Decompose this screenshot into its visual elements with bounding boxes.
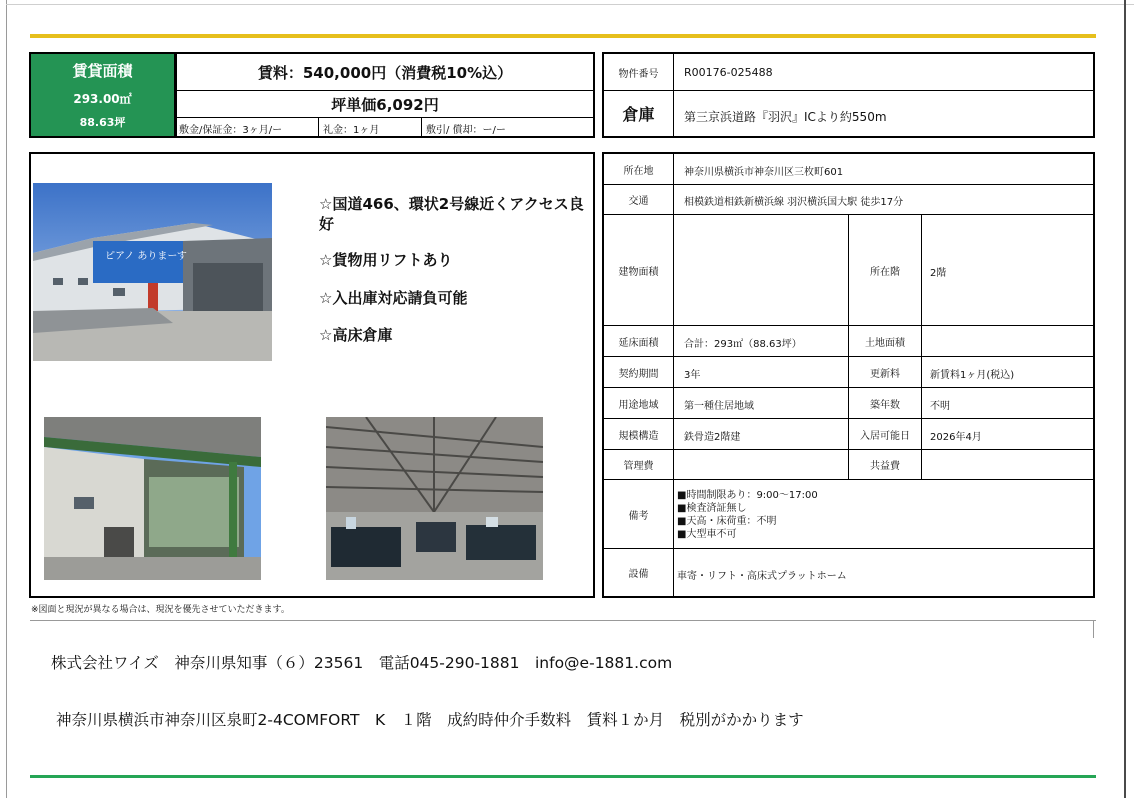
rent-price: 賃料：540,000円（消費税10%込） (257, 63, 513, 82)
zoning-label: 用途地域 (618, 399, 659, 411)
structure-label: 規模構造 (618, 430, 659, 442)
zoning-value: 第一種住居地域 (684, 401, 754, 412)
contract-label: 契約期間 (618, 368, 659, 380)
top-accent-bar (30, 34, 1096, 38)
area-tsubo: 88.63坪 (79, 116, 126, 129)
built-value: 不明 (930, 401, 950, 412)
contract-value: 3年 (684, 370, 701, 381)
building-area-value (684, 264, 844, 278)
footnote: ※図面と現況が異なる場合は、現況を優先させていただきます。 (31, 605, 290, 615)
move-in-label: 入居可能日 (860, 430, 910, 442)
management-label: 管理費 (623, 461, 654, 472)
loading-area-photo (44, 417, 261, 580)
company-line-2: 神奈川県横浜市神奈川区泉町2-4COMFORT K １階 成約時仲介手数料 賃料１か月 税別がかかります (56, 711, 804, 729)
area-title: 賃貸面積 (72, 61, 133, 80)
footnote-divider-corner (1093, 620, 1094, 638)
svg-text:ピアノ ありまーす: ピアノ ありまーす (105, 251, 187, 262)
deposit: 敷金/保証金：3ヶ月/ー (179, 125, 283, 136)
key-money: 礼金：1ヶ月 (323, 125, 380, 136)
remarks-line-2: ■検査済証無し (677, 503, 747, 514)
feature-2: ☆貨物用リフトあり (319, 251, 453, 269)
remarks-label: 備考 (628, 510, 649, 522)
property-id-box (602, 52, 1095, 138)
access-note: 第三京浜道路『羽沢』ICより約550m (684, 110, 887, 124)
floor-value: 2階 (930, 268, 947, 279)
property-no-label: 物件番号 (618, 68, 659, 80)
transport-value: 相模鉄道相鉄新横浜線 羽沢横浜国大駅 徒歩17分 (684, 197, 904, 208)
depreciation: 敷引/ 償却：ー/ー (426, 125, 506, 136)
exterior-photo (33, 183, 272, 361)
feature-4: ☆高床倉庫 (319, 326, 393, 344)
remarks-line-1: ■時間制限あり：9:00～17:00 (677, 490, 818, 501)
area-sqm: 293.00㎡ (73, 91, 132, 106)
property-info-table (602, 152, 1095, 598)
total-floor-label: 延床面積 (618, 337, 659, 349)
management-value (684, 458, 844, 472)
structure-value: 鉄骨造2階建 (684, 432, 741, 443)
remarks-line-4: ■大型車不可 (677, 529, 737, 540)
bottom-accent-bar (30, 775, 1096, 778)
building-area-label: 建物面積 (618, 266, 659, 278)
property-type: 倉庫 (622, 105, 655, 124)
company-line-1: 株式会社ワイズ 神奈川県知事（６）23561 電話045-290-1881 info@e-1881.com (51, 654, 673, 672)
location-label: 所在地 (623, 165, 654, 177)
common-label: 共益費 (870, 461, 900, 472)
renewal-value: 新賃料1ヶ月(税込) (930, 370, 1015, 381)
built-label: 築年数 (870, 399, 900, 411)
interior-photo (326, 417, 543, 580)
remarks-line-3: ■天高・床荷重：不明 (677, 516, 777, 527)
area-box (29, 52, 176, 138)
footnote-divider (30, 620, 1096, 621)
property-no: R00176-025488 (684, 66, 773, 79)
feature-3: ☆入出庫対応請負可能 (319, 289, 468, 307)
renewal-label: 更新料 (870, 368, 900, 380)
rent-box (175, 52, 595, 138)
equipment-label: 設備 (628, 569, 649, 580)
land-area-value (930, 335, 1090, 349)
land-area-label: 土地面積 (865, 337, 905, 349)
location-value: 神奈川県横浜市神奈川区三枚町601 (684, 167, 844, 178)
total-floor-value: 合計：293㎡（88.63坪） (684, 339, 802, 350)
move-in-value: 2026年4月 (930, 432, 982, 443)
feature-1: ☆国道466、環状2号線近くアクセス良好 (319, 195, 584, 233)
floor-label: 所在階 (870, 266, 900, 278)
page-border-top (6, 4, 1134, 5)
common-value (930, 458, 1090, 472)
equipment-value: 車寄・リフト・高床式プラットホーム (677, 571, 847, 582)
transport-label: 交通 (628, 196, 649, 207)
unit-price: 坪単価6,092円 (331, 95, 439, 114)
page-border-right (1124, 0, 1126, 798)
page-border-left (6, 0, 7, 798)
